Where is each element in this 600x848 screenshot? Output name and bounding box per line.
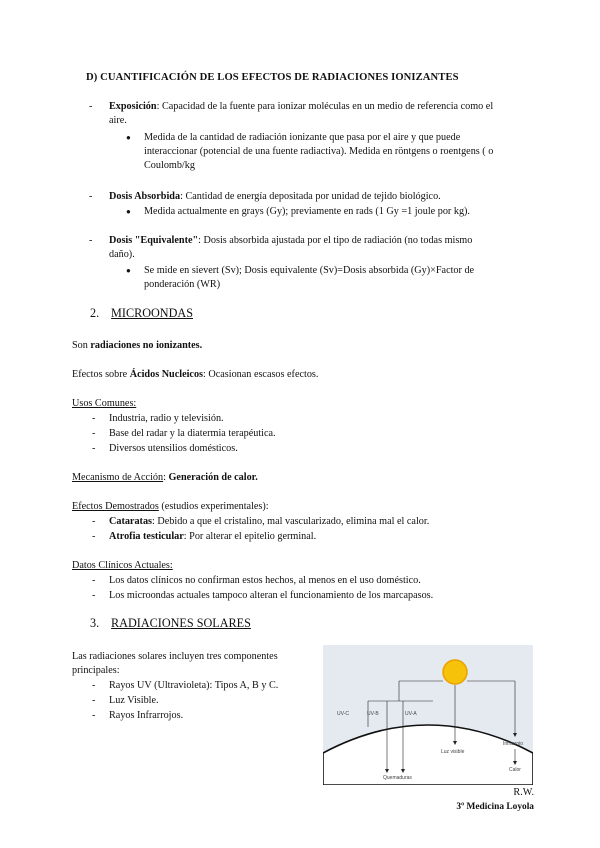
usos-title: Usos Comunes:	[72, 398, 137, 409]
visible-light-label: Luz visible	[441, 749, 465, 755]
mecanismo-accion: Mecanismo de Acción: Generación de calor.	[72, 472, 258, 483]
heat-label: Calor	[509, 767, 521, 773]
sun-icon	[443, 660, 467, 684]
term-dosis-absorbida: Dosis Absorbida	[109, 191, 181, 202]
bullet-icon: ●	[126, 207, 131, 216]
bullet-icon: ●	[126, 133, 131, 142]
solar-radiation-diagram	[323, 645, 533, 785]
section-3-heading: 3. RADIACIONES SOLARES	[90, 616, 251, 630]
infrared-label: Infrarrojo	[503, 741, 524, 747]
efectos-demostrados-title: Efectos Demostrados (estudios experimentales):	[72, 501, 269, 512]
sunburn-label: Quemaduras	[383, 775, 412, 781]
uva-label: UV-A	[405, 711, 417, 717]
solar-intro: Las radiaciones solares incluyen tres componentes principales:	[72, 651, 278, 676]
section-d-title: D) CUANTIFICACIÓN DE LOS EFECTOS DE RADIACIONES IONIZANTES	[86, 72, 459, 83]
term-dosis-equivalente: Dosis "Equivalente"	[109, 235, 199, 246]
microondas-intro: Son radiaciones no ionizantes.	[72, 340, 203, 351]
microondas-effects: Efectos sobre Ácidos Nucleicos: Ocasionan escasos efectos.	[72, 369, 319, 380]
uvb-label: UV-B	[367, 711, 379, 717]
datos-clinicos-title: Datos Clínicos Actuales:	[72, 560, 173, 571]
course-label: 3º Medicina Loyola	[456, 802, 534, 812]
author-initials: R.W.	[513, 787, 534, 798]
term-exposicion: Exposición	[109, 101, 157, 112]
uvc-label: UV-C	[337, 711, 349, 717]
bullet-icon: ●	[126, 266, 131, 275]
section-2-heading: 2. MICROONDAS	[90, 306, 193, 320]
